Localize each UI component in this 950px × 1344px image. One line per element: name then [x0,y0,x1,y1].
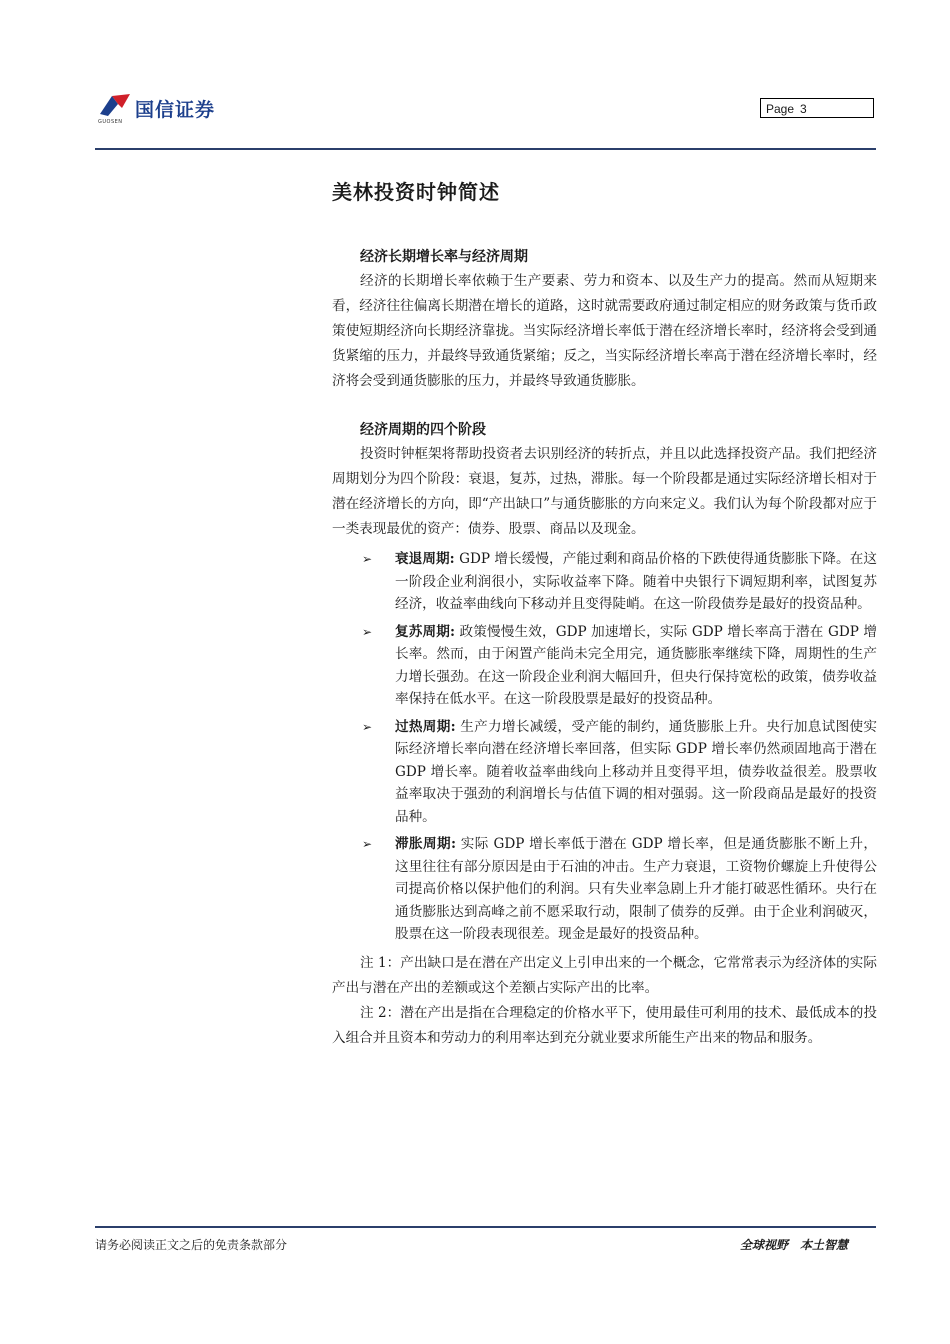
cycle-phase-list [332,548,877,946]
list-item [332,548,877,616]
arrow-bullet-icon: ➢ [362,837,373,851]
list-item [332,716,877,829]
arrow-bullet-icon: ➢ [362,624,373,639]
disclaimer-notice: 请务必阅读正文之后的免责条款部分 [95,1238,288,1252]
section-paragraph: 投资时钟框架将帮助投资者去识别经济的转折点，并且以此选择投资产品。我们把经济周期划分为四个阶段：衰退，复苏，过热，滞胀。每一个阶段都是通过实际经济增长相对于潜在经济增长的方向，即“产出缺口”与通货膨胀的方向来定义。我们认为每个阶段都对应于一类表现最优的资产：债券、股票、商品以及现金。 [332,446,877,537]
page-label: Page [766,102,795,116]
section-paragraph: 经济的长期增长率依赖于生产要素、劳力和资本、以及生产力的提高。然而从短期来看，经济往往偏离长期潜在增长的道路，这时就需要政府通过制定相应的财务政策与货币政策使短期经济向长期经济靠拢。当实际经济增长率低于潜在经济增长率时，经济将会受到通货紧缩的压力，并最终导致通货紧缩；反之，当实际经济增长率高于潜在经济增长率时，经济将会受到通货膨胀的压力，并最终导致通货膨胀。 [332,273,877,389]
bullet-text: 实际 GDP 增长率低于潜在 GDP 增长率，但是通货膨胀不断上升，这里往往有部分原因是由于石油的冲击。生产力衰退，工资物价螺旋上升使得公司提高价格以保护他们的利润。只有失业率急剧上升才能打破恶性循环。央行在通货膨胀达到高峰之前不愿采取行动，限制了债券的反弹。由于企业利润破灭，股票在这一阶段表现很差。现金是最好的投资品种。 [395,836,877,942]
page-number-box [760,98,874,118]
list-item [332,621,877,711]
main-content [332,170,877,1051]
logo-text: 国信证券 [135,99,216,121]
footnote: 注 2：潜在产出是指在合理稳定的价格水平下，使用最佳可利用的技术、最低成本的投入组合并且资本和劳动力的利用率达到充分就业要求所能生产出来的物品和服务。 [332,1004,877,1046]
arrow-bullet-icon: ➢ [362,719,373,734]
bullet-text: 政策慢慢生效，GDP 加速增长，实际 GDP 增长率高于潜在 GDP 增长率。然而，由于闲置产能尚未完全用完，通货膨胀率继续下降，周期性的生产力增长强劲。在这一阶段企业利润大幅回升，但央行保持宽松的政策，债券收益率保持在低水平。在这一阶段股票是最好的投资品种。 [395,623,877,707]
page-title: 美林投资时钟简述 [332,180,500,204]
section-heading: 经济长期增长率与经济周期 [360,249,528,265]
footnote: 注 1：产出缺口是在潜在产出定义上引申出来的一个概念，它常常表示为经济体的实际产出与潜在产出的差额或这个差额占实际产出的比率。 [332,954,877,996]
slogan: 全球视野 本土智慧 [740,1238,849,1252]
guosen-logo-icon [98,92,132,118]
bullet-text: 生产力增长减缓，受产能的制约，通货膨胀上升。央行加息试图使实际经济增长率向潜在经济增长率回落，但实际 GDP 增长率仍然顽固地高于潜在 GDP 增长率。随着收益率曲线向上移动并且变得平坦，债券收益很差。股票收益率取决于强劲的利润增长与估值下调的相对强弱。这一阶段商品是最好的投资品种。 [395,718,877,825]
header-divider [95,148,876,150]
bullet-title: 复苏周期: [395,623,456,640]
bullet-title: 过热周期: [395,718,456,735]
bullet-title: 滞胀周期: [395,836,457,852]
arrow-bullet-icon: ➢ [362,552,373,566]
page-number: 3 [800,102,807,116]
bullet-title: 衰退周期: [395,551,455,567]
logo-subtext: GUOSEN [98,119,123,125]
list-item [332,833,877,946]
footer-divider [95,1226,876,1228]
company-logo [98,92,238,130]
spacer [332,394,877,418]
bullet-text: GDP 增长缓慢，产能过剩和商品价格的下跌使得通货膨胀下降。在这一阶段企业利润很小，实际收益率下降。随着中央银行下调短期利率，试图复苏经济，收益率曲线向下移动并且变得陡峭。在这一阶段债券是最好的投资品种。 [395,551,877,612]
section-heading: 经济周期的四个阶段 [360,422,486,438]
